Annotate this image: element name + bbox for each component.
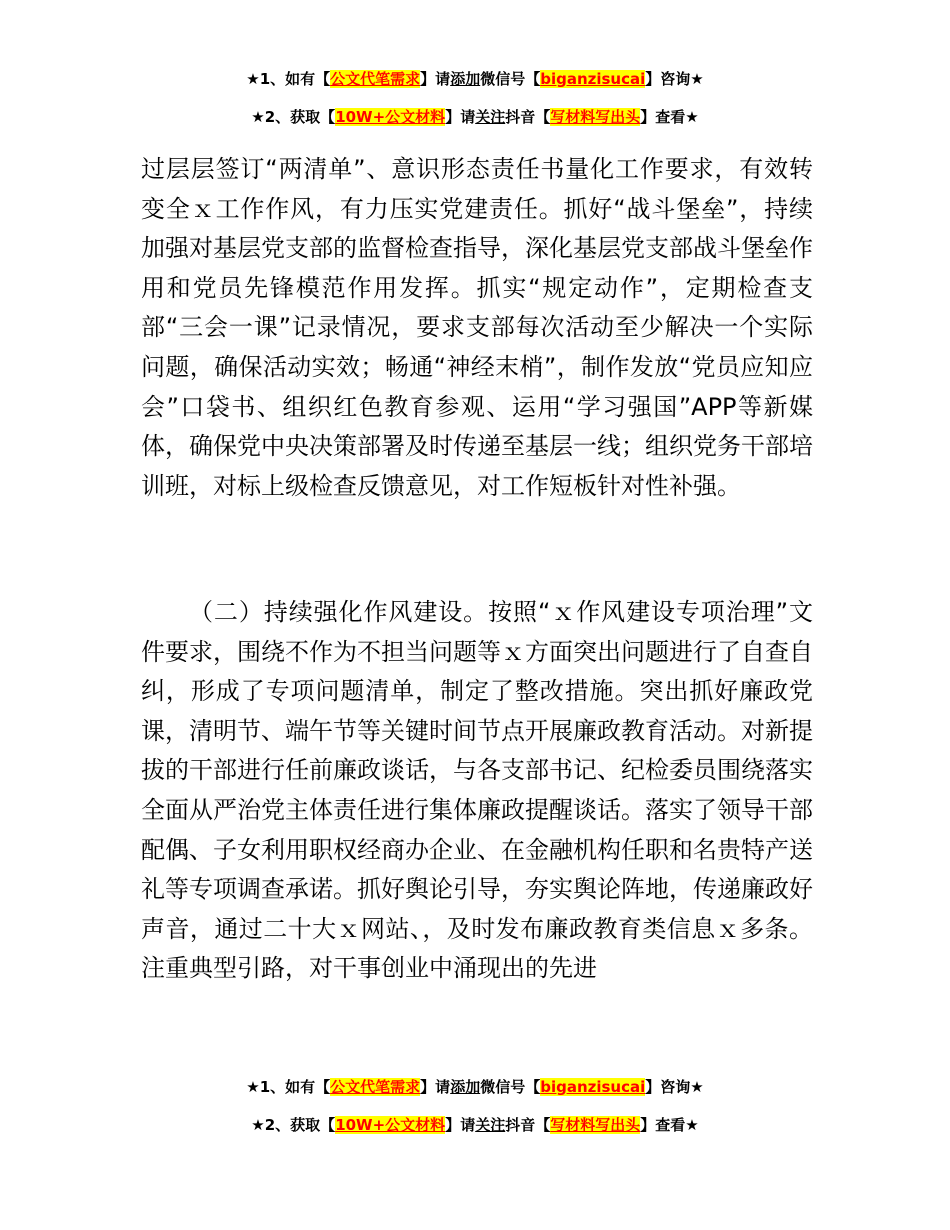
footer-line2-prefix: ★2、获取【: [251, 1116, 336, 1134]
body-paragraph-2: （二）持续强化作风建设。按照“ｘ作风建设专项治理”文件要求，围绕不作为不担当问题等ｘ方面突出问题进行了自查自纠，形成了专项问题清单，制定了整改措施。突出抓好廉政党课，清明节、端午节等关键时间节点开展廉政教育活动。对新提拔的干部进行任前廉政谈话，与各支部书记、纪检委员围绕落实全面从严治党主体责任进行集体廉政提醒谈话。落实了领导干部配偶、子女利用职权经商办企业、在金融机构任职和名贵特产送礼等专项调查承诺。抓好舆论引导，夯实舆论阵地，传递廉政好声音，通过二十大ｘ网站、，及时发布廉政教育类信息ｘ多条。注重典型引路，对干事创业中涌现出的先进: [141, 598, 813, 983]
footer-line2-highlight-douyin: 写材料写出头: [550, 1116, 641, 1134]
footer-promo-line-2: [0, 1114, 950, 1136]
footer-line2-highlight-materials: 10W+公文材料: [335, 1116, 446, 1134]
footer-line2-mid1: 】请: [445, 1116, 476, 1134]
header-line1-mid1: 】请: [420, 70, 451, 88]
header-line1-underlined: 添加: [450, 70, 481, 88]
footer-line2-mid2: 抖音【: [505, 1116, 551, 1134]
header-line2-mid2: 抖音【: [505, 108, 551, 126]
header-line1-mid2: 微信号【: [480, 70, 541, 88]
header-line1-highlight-wechat: biganzisucai: [540, 70, 646, 88]
footer-line1-highlight-wechat: biganzisucai: [540, 1078, 646, 1096]
footer-line2-suffix: 】查看★: [640, 1116, 699, 1134]
header-promo-line-2: [0, 106, 950, 128]
header-line2-mid1: 】请: [445, 108, 476, 126]
body-paragraph-1: 过层层签订“两清单”、意识形态责任书量化工作要求，有效转变全ｘ工作作风，有力压实党建责任。抓好“战斗堡垒”，持续加强对基层党支部的监督检查指导，深化基层党支部战斗堡垒作用和党员先锋模范作用发挥。抓实“规定动作”，定期检查支部“三会一课”记录情况，要求支部每次活动至少解决一个实际问题，确保活动实效；畅通“神经末梢”，制作发放“党员应知应会”口袋书、组织红色教育参观、运用“学习强国”APP等新媒体，确保党中央决策部署及时传递至基层一线；组织党务干部培训班，对标上级检查反馈意见，对工作短板针对性补强。: [141, 155, 813, 500]
footer-line1-prefix: ★1、如有【: [246, 1078, 331, 1096]
header-line2-suffix: 】查看★: [640, 108, 699, 126]
header-line2-highlight-materials: 10W+公文材料: [335, 108, 446, 126]
header-line2-prefix: ★2、获取【: [251, 108, 336, 126]
header-line2-underlined: 关注: [475, 108, 506, 126]
footer-line1-mid2: 微信号【: [480, 1078, 541, 1096]
footer-line1-underlined: 添加: [450, 1078, 481, 1096]
footer-promo-line-1: [0, 1076, 950, 1098]
footer-line1-suffix: 】咨询★: [645, 1078, 704, 1096]
header-line1-prefix: ★1、如有【: [246, 70, 331, 88]
footer-line1-mid1: 】请: [420, 1078, 451, 1096]
footer-line1-highlight-service: 公文代笔需求: [330, 1078, 421, 1096]
header-line1-highlight-service: 公文代笔需求: [330, 70, 421, 88]
header-promo-line-1: [0, 68, 950, 90]
header-line1-suffix: 】咨询★: [645, 70, 704, 88]
header-line2-highlight-douyin: 写材料写出头: [550, 108, 641, 126]
footer-line2-underlined: 关注: [475, 1116, 506, 1134]
